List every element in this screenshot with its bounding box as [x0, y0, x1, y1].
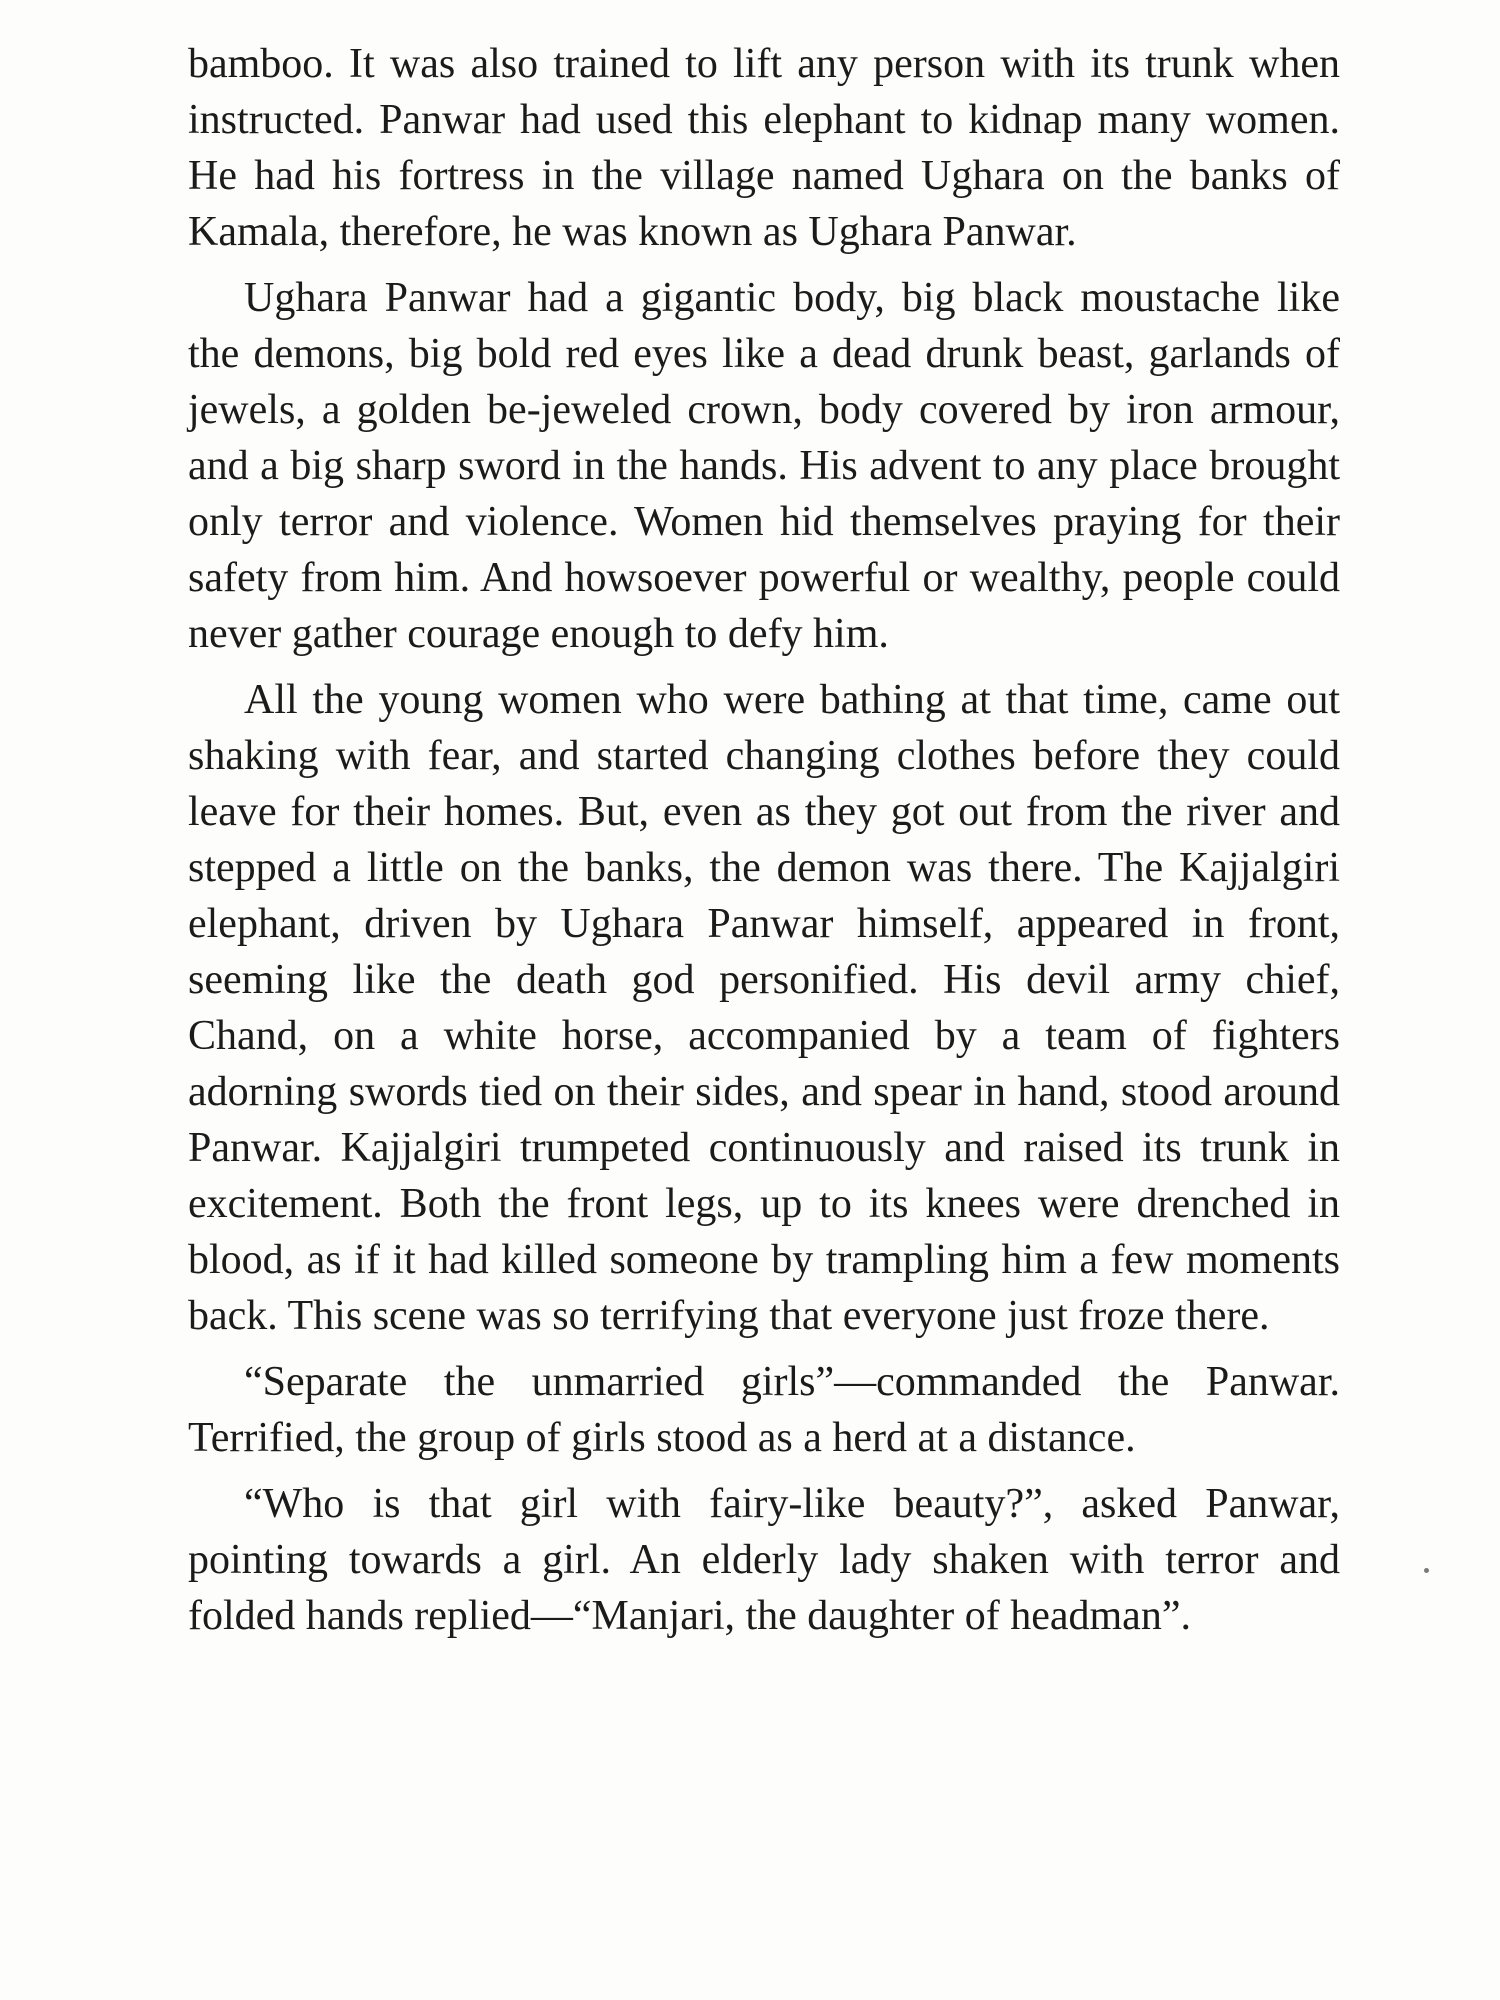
scan-speck: [1424, 1568, 1429, 1573]
paragraph-5: “Who is that girl with fairy-like beauty?”, asked Panwar, pointing towards a girl. An elderly lady shaken with terror and folded hands replied—“Manjari, the daughter of headman”.: [188, 1481, 1340, 1639]
page-body-text: [188, 36, 1340, 1654]
paragraph-3: All the young women who were bathing at that time, came out shaking with fear, and started changing clothes before they could leave for their homes. But, even as they got out from the river and stepped a little on the banks, the demon was there. The Kajjalgiri elephant, driven by Ughara Panwar himself, appeared in front, seeming like the death god personified. His devil army chief, Chand, on a white horse, accompanied by a team of fighters adorning swords tied on their sides, and spear in hand, stood around Panwar. Kajjalgiri trumpeted continuously and raised its trunk in excitement. Both the front legs, up to its knees were drenched in blood, as if it had killed someone by trampling him a few moments back. This scene was so terrifying that everyone just froze there.: [188, 677, 1340, 1339]
paragraph-4: “Separate the unmarried girls”—commanded the Panwar. Terrified, the group of girls stood as a herd at a distance.: [188, 1359, 1340, 1461]
paragraph-1: bamboo. It was also trained to lift any person with its trunk when instructed. Panwar had used this elephant to kidnap many women. He had his fortress in the village named Ughara on the banks of Kamala, therefore, he was known as Ughara Panwar.: [188, 41, 1340, 255]
paragraph-2: Ughara Panwar had a gigantic body, big black moustache like the demons, big bold red eyes like a dead drunk beast, garlands of jewels, a golden be-jeweled crown, body covered by iron armour, and a big sharp sword in the hands. His advent to any place brought only terror and violence. Women hid themselves praying for their safety from him. And howsoever powerful or wealthy, people could never gather courage enough to defy him.: [188, 275, 1340, 657]
